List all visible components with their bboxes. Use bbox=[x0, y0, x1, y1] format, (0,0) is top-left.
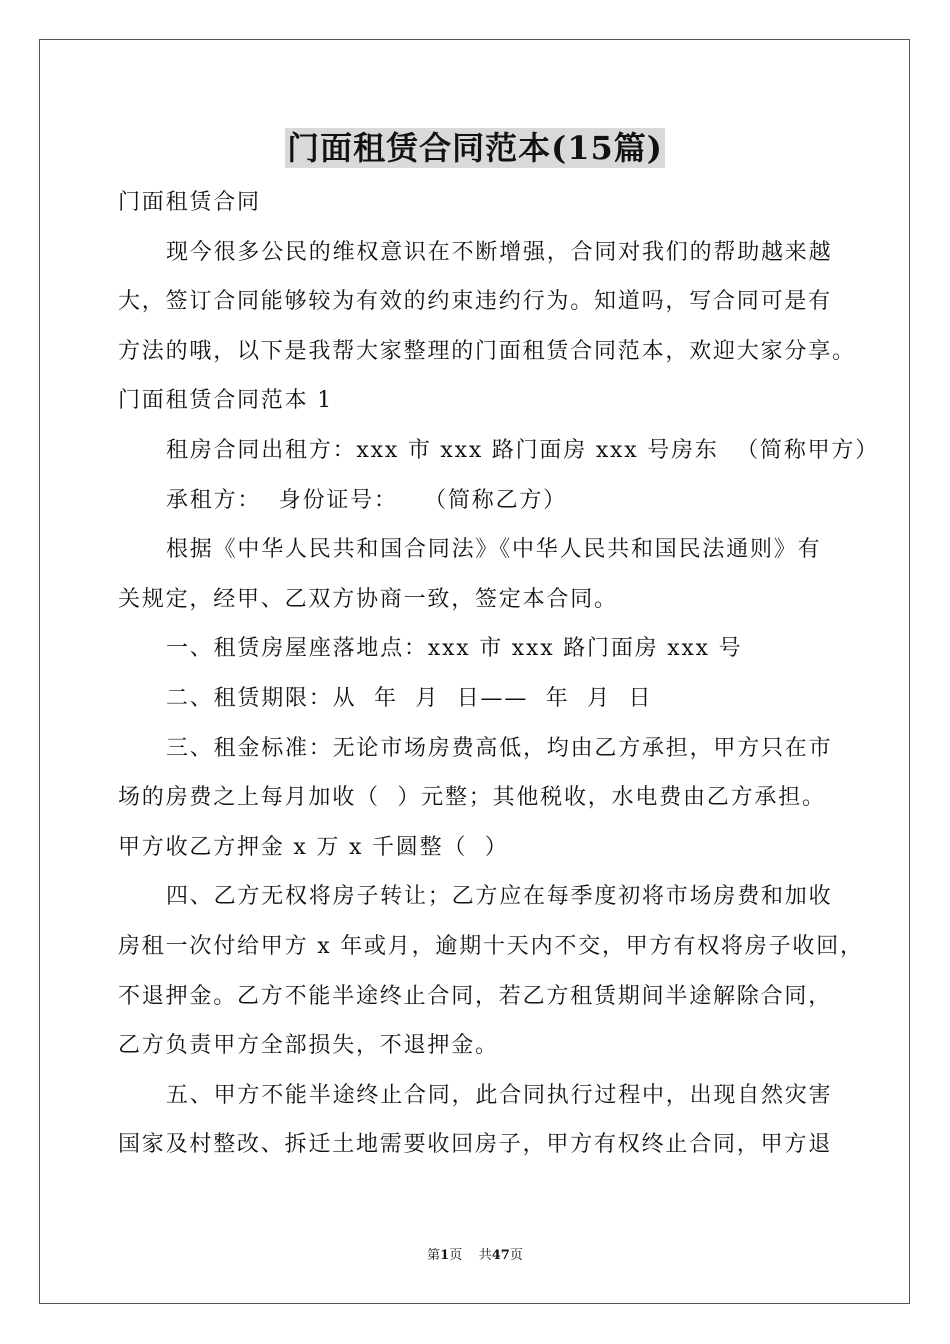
body-line: 甲方收乙方押金 x 万 x 千圆整（ ） bbox=[118, 834, 509, 860]
body-line: 不退押金。乙方不能半途终止合同，若乙方租赁期间半途解除合同， bbox=[118, 983, 833, 1009]
body-line: 一、租赁房屋座落地点：xxx 市 xxx 路门面房 xxx 号 bbox=[166, 636, 743, 662]
footer-page-suffix: 页 bbox=[449, 1248, 463, 1263]
body-line: 大，签订合同能够较为有效的约束违约行为。知道吗，写合同可是有 bbox=[118, 289, 833, 315]
section-heading: 门面租赁合同范本 1 bbox=[118, 388, 333, 414]
footer-prefix: 第 bbox=[427, 1248, 441, 1263]
body-line: 乙方负责甲方全部损失，不退押金。 bbox=[118, 1033, 499, 1059]
body-line: 根据《中华人民共和国合同法》《中华人民共和国民法通则》有 bbox=[166, 537, 822, 563]
body-line: 现今很多公民的维权意识在不断增强，合同对我们的帮助越来越 bbox=[166, 239, 833, 265]
page-footer bbox=[0, 1248, 950, 1264]
body-line: 方法的哦，以下是我帮大家整理的门面租赁合同范本，欢迎大家分享。 bbox=[118, 338, 856, 364]
title-container bbox=[0, 128, 950, 168]
body-line: 二、租赁期限：从 年 月 日—— 年 月 日 bbox=[166, 685, 653, 711]
body-line: 四、乙方无权将房子转让；乙方应在每季度初将市场房费和加收 bbox=[166, 884, 833, 910]
footer-total-pages: 47 bbox=[491, 1248, 510, 1263]
body-line: 租房合同出租方：xxx 市 xxx 路门面房 xxx 号房东 （简称甲方） bbox=[166, 437, 880, 463]
footer-total-prefix: 共 bbox=[478, 1248, 492, 1263]
body-line: 五、甲方不能半途终止合同，此合同执行过程中，出现自然灾害 bbox=[166, 1082, 833, 1108]
body-line: 关规定，经甲、乙双方协商一致，签定本合同。 bbox=[118, 586, 618, 612]
body-line: 场的房费之上每月加收（ ）元整；其他税收，水电费由乙方承担。 bbox=[118, 785, 826, 811]
body-line: 国家及村整改、拆迁土地需要收回房子，甲方有权终止合同，甲方退 bbox=[118, 1132, 833, 1158]
body-line: 三、租金标准：无论市场房费高低，均由乙方承担，甲方只在市 bbox=[166, 735, 833, 761]
body-line: 门面租赁合同 bbox=[118, 190, 261, 215]
document-body bbox=[118, 178, 880, 1170]
footer-total-suffix: 页 bbox=[509, 1248, 523, 1263]
body-line: 房租一次付给甲方 x 年或月，逾期十天内不交，甲方有权将房子收回， bbox=[118, 933, 864, 959]
body-line: 承租方： 身份证号： （简称乙方） bbox=[166, 487, 567, 513]
document-title: 门面租赁合同范本(15篇) bbox=[287, 129, 663, 167]
footer-page-number: 1 bbox=[440, 1248, 450, 1263]
